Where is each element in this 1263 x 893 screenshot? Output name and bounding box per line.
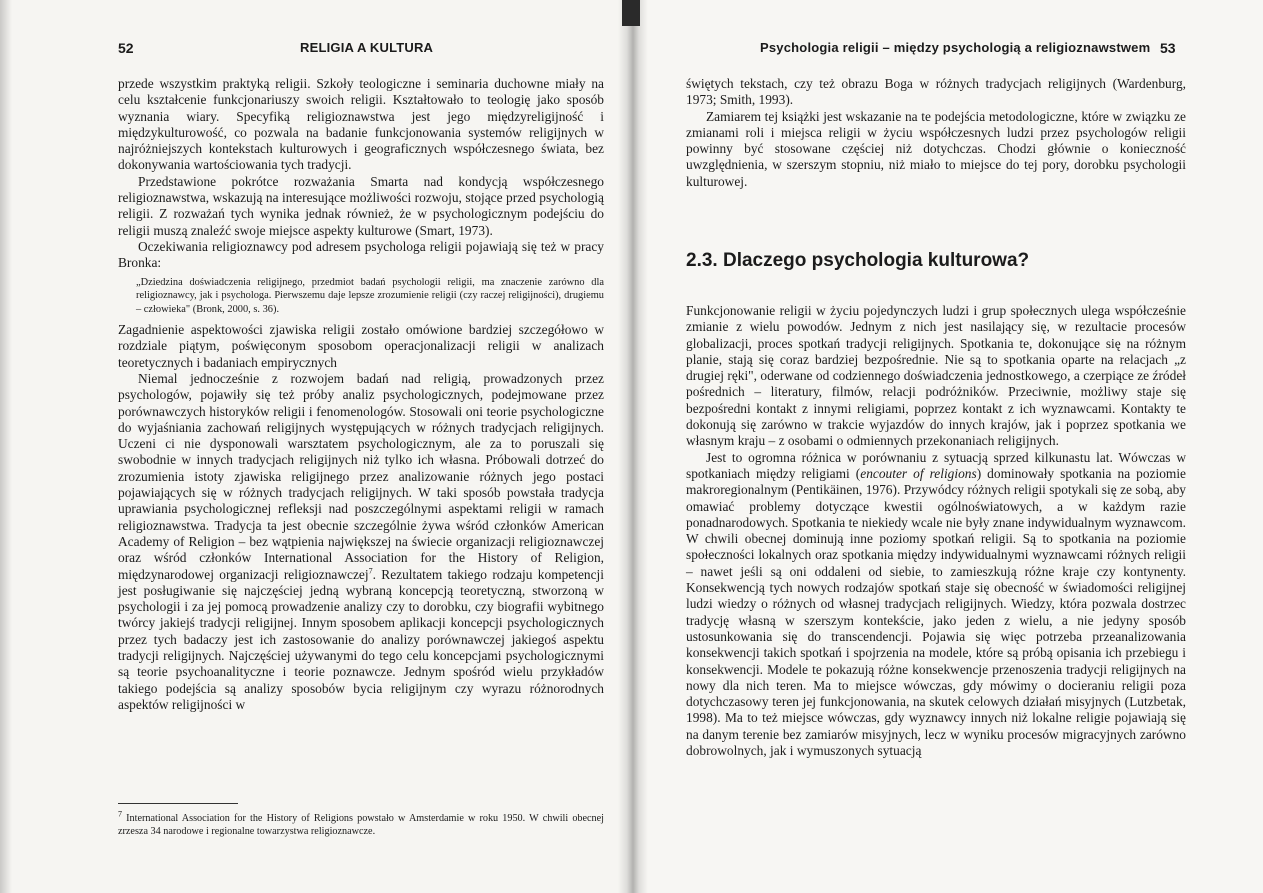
paragraph: Zamiarem tej książki jest wskazanie na te podejścia metodologiczne, które w związku ze zmianami roli i miejsca religii w życiu współczesnych ludzi przez psychologów religii powinny być stosowane częściej niż dotychczas. Chodzi głównie o konieczność uwzględnienia, w szerszym stopniu, niż miało to miejsce do tej pory, dorobku psychologii kulturowej. — [686, 108, 1186, 189]
footnote-divider — [118, 803, 238, 804]
paragraph: Przedstawione pokrótce rozważania Smarta nad kondycją współczesnego religioznawstwa, wskazują na interesujące możliwości rozwoju, stojące przed psychologią religii. Z rozważań tych wynika jednak również, że w psychologicznym podejściu do religii muszą znaleźć swoje miejsce aspekty kulturowe (Smart, 1973). — [118, 173, 604, 238]
page-number-left: 52 — [118, 40, 134, 56]
book-spine-shadow — [618, 0, 648, 893]
left-body-text — [118, 76, 604, 713]
paragraph-text: Jest to ogromna różnica w porównaniu z sytuacją sprzed kilkunastu lat. Wówczas w spotkaniach między religiami ( — [686, 449, 1186, 481]
block-quote: „Dziedzina doświadczenia religijnego, przedmiot badań psychologii religii, ma znaczenie zarówno dla religioznawcy, jak i psychologa. Pierwszemu daje lepsze zrozumienie religii (czy raczej religijności), drugiemu – człowieka" (Bronk, 2000, s. 36). — [136, 276, 604, 315]
page-number-right: 53 — [1160, 40, 1176, 56]
page-edge-shadow — [0, 0, 12, 893]
paragraph-text: Niemal jednocześnie z rozwojem badań nad religią, prowadzonych przez psychologów, pojawiły się też próby analiz psychologicznych, podejmowane przez porównawczych historyków religii i fenomenologów. Stosowali oni teorie psychologiczne do wyjaśniania zachowań religijnych występujących w różnych tradycjach religijnych. Uczeni ci nie dysponowali warsztatem psychologicznym, ale za to poruszali się swobodnie w innych tradycjach religijnych niż tylko ich własna. Próbowali dotrzeć do zrozumienia istoty zjawiska religijnego przez analizowanie różnych jego postaci pojawiających się w różnych tradycjach religijnych. W taki sposób powstała tradycja uprawiania psychologicznej refleksji nad poszczególnymi aspektami religii w ramach religioznawstwa. Tradycja ta jest obecnie szczególnie żywa wśród członków American Academy of Religion – bez wątpienia największej na świecie organizacji religioznawczej oraz wśród członków International Association for the History of Religion, międzynarodowej organizacji religioznawczej — [118, 370, 604, 582]
paragraph: Zagadnienie aspektowości zjawiska religii zostało omówione bardziej szczegółowo w rozdziale piątym, poświęconym sposobom operacjonalizacji religii w analizach teoretycznych i badaniach empirycznych — [118, 322, 604, 370]
paragraph: świętych tekstach, czy też obrazu Boga w różnych tradycjach religijnych (Wardenburg, 1973; Smith, 1993). — [686, 76, 1186, 108]
running-head-left: RELIGIA A KULTURA — [300, 40, 434, 55]
spine-binding-mark — [622, 0, 640, 26]
right-page — [630, 0, 1263, 893]
running-head-right: Psychologia religii – między psychologią a religioznawstwem — [760, 40, 1151, 55]
paragraph-text: ) dominowały spotkania na poziomie makroregionalnym (Pentikäinen, 1976). Przywódcy różnych religii spotykali się ze sobą, aby omawiać problemy dotyczące kwestii ogólnoświatowych, a w każdym razie ponadnarodowych. Spotkania te niekiedy wcale nie były znane indywidualnym wyznawcom. W chwili obecnej dominują inne poziomy spotkań religii. Są to spotkania na poziomie społeczności lokalnych oraz spotkania między indywidualnymi wyznawcami różnych religii – nawet jeśli są oni oddaleni od siebie, to zamieszkują różne kraje czy kontynenty. Konsekwencją tych nowych rodzajów spotkań staje się obecność w świadomości religijnej ludzi wiedzy o różnych od własnej tradycjach religijnych. Wiedzy, która pozwala dostrzec tradycję własną w szerszym kontekście, jako jeden z wielu, a nie jedyny sposób ustosunkowania się do transcendencji. Pojawia się więc potrzeba przeanalizowania konsekwencji takich spotkań i spojrzenia na modele, które są próbą opisania ich przebiegu i konsekwencji. Modele te pokazują różne konsekwencje przenoszenia tradycji religijnych na nowy dla nich teren. Ma to miejsce wówczas, gdy mówimy o docieraniu religii poza dotychczasowy teren jej funkcjonowania, na skutek celowych działań misyjnych (Lutzbetak, 1998). Ma to też miejsce wówczas, gdy wyznawcy innych niż lokalne religie pojawiają się na danym terenie bez zamiarów misyjnych, lecz w wyniku procesów migracyjnych zarówno dobrowolnych, jak i wymuszonych sytuacją — [686, 465, 1186, 759]
footnote-mark: 7 — [118, 809, 122, 819]
paragraph — [118, 371, 604, 713]
paragraph: Oczekiwania religioznawcy pod adresem psychologa religii pojawiają się też w pracy Bronka: — [118, 238, 604, 271]
paragraph: przede wszystkim praktyką religii. Szkoły teologiczne i seminaria duchowne miały na celu kształcenie funkcjonariuszy swoich religii. Kształtowało to teologię jako sposób wyznania wiary. Specyfiką religioznawstwa jest jego międzyreligijność i międzykulturowość, co pozwala na badanie funkcjonowania systemów religijnych w najróżniejszych kontekstach kulturowych i geograficznych współczesnego świata, bez dokonywania wartościowania tych tradycji. — [118, 76, 604, 173]
paragraph — [686, 450, 1186, 760]
footnote — [118, 809, 604, 838]
section-heading: 2.3. Dlaczego psychologia kulturowa? — [686, 250, 1030, 271]
right-body-text-top — [686, 76, 1186, 190]
right-body-text-main — [686, 303, 1186, 759]
paragraph: Funkcjonowanie religii w życiu pojedynczych ludzi i grup społecznych ulega współcześnie zmianie z wielu powodów. Jednym z nich jest nasilający się, w rezultacie procesów globalizacji, proces spotkań tradycji religijnych. Spotkania te, dokonujące się na różnym planie, stają się coraz bardziej bezpośrednie. Nie są to spotkania oparte na relacjach „z drugiej ręki", oderwane od codziennego doświadczenia jednostkowego, a czerpiące ze źródeł pośrednich – literatury, filmów, relacji podróżników. Przeciwnie, możliwy staje się bezpośredni kontakt z innymi religiami, poprzez kontakt z ich wyznawcami. Kontakty te dokonują się zarówno w trakcie wyjazdów do innych krajów, jak i poprzez spotkania we własnym kraju – z osobami o odmiennych przekonaniach religijnych. — [686, 303, 1186, 449]
footnote-reference: 7 — [368, 566, 373, 576]
left-page — [0, 0, 630, 893]
paragraph-text: . Rezultatem takiego rodzaju kompetencji jest posługiwanie się najczęściej jedną wybraną koncepcją teoretyczną, stworzoną w psychologii i za jej pomocą prowadzenie analizy czy to dorobku, czy biografii wybitnego twórcy jakiejś tradycji religijnej. Innym sposobem aplikacji koncepcji psychologicznych przez tych badaczy jest ich zastosowanie do analizy porównawczej jakiegoś aspektu tradycji religijnych. Najczęściej używanymi do tego celu koncepcjami psychologicznymi są teorie psychoanalityczne i teorie poznawcze. Jednym spośród wielu przykładów takiego podejścia są analizy sposobów bycia religijnym czy wyrazu różnorodnych aspektów religijności w — [118, 566, 604, 712]
footnote-text: International Association for the History of Religions powstało w Amsterdamie w roku 1950. W chwili obecnej zrzesza 34 narodowe i regionalne towarzystwa religioznawcze. — [118, 813, 604, 837]
italic-term: encouter of religions — [860, 465, 977, 481]
